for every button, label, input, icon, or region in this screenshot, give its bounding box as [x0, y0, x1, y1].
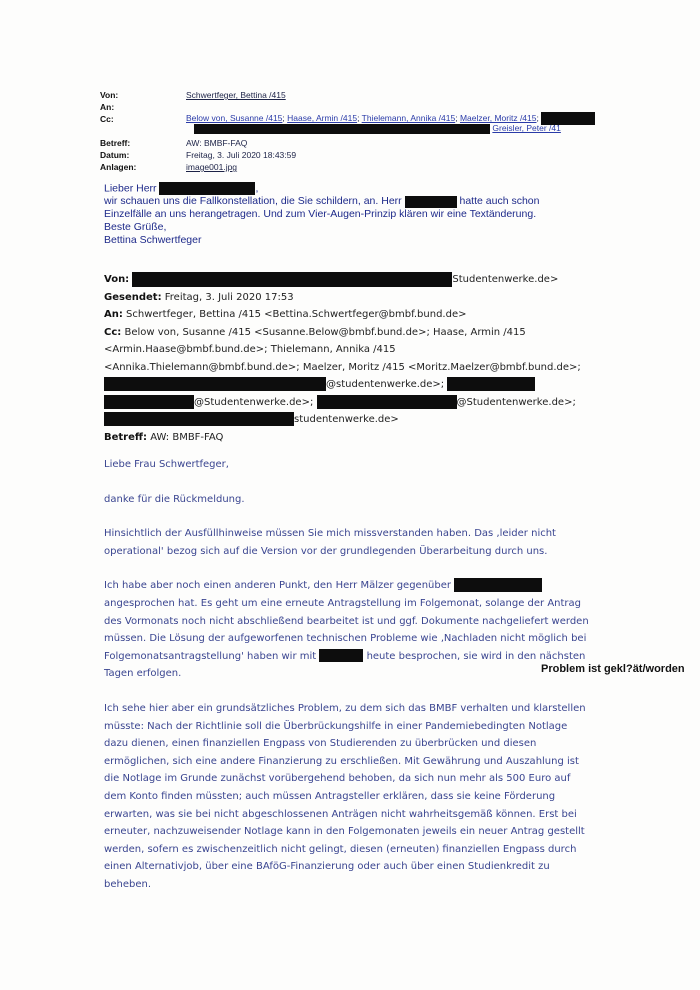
- attachment-link[interactable]: image001.jpg: [186, 162, 238, 172]
- message-body: [104, 456, 594, 893]
- cc-label: Cc:: [100, 114, 114, 124]
- from-label: Von:: [100, 90, 119, 100]
- redaction-bar: [132, 272, 452, 287]
- date-value: Freitag, 3. Juli 2020 18:43:59: [186, 150, 297, 160]
- paragraph-3: Ich sehe hier aber ein grundsätzliches Problem, zu dem sich das BMBF verhalten und klarstellen müsste: Nach der Richtlinie soll die Überbrückungshilfe in einer Pandemiebedingten Notlage dazu dienen, einen finanziellen Engpass von Studierenden zu überbrücken und diesen ermöglichen, sich eine andere Finanzierung zu erschließen. Mit Gewährung und Auszahlung ist die Notlage im Grunde zunächst vorübergehend behoben, da sich nun mehr als 500 Euro auf dem Konto finden müssten; auch müssen Antragsteller erklären, dass sie keine Förderung erwarten, was sie bei nicht abgeschlossenen Anträgen nicht wahrheitsgemäß können. Erst bei erneuter, nachzuweisender Notlage kann in den Folgemonaten jeweils ein neuer Antrag gestellt werden, sofern es zwischenzeitlich nicht gelingt, diesen (erneuten) finanziellen Engpass durch einen Alternativjob, über eine BAföG-Finanzierung oder auch über einen Studienkredit zu beheben.: [104, 702, 586, 890]
- orig-cc-line-5: @Studentenwerke.de>; @Studentenwerke.de>;: [104, 394, 604, 412]
- orig-cc-line-2: <Armin.Haase@bmbf.bund.de>; Thielemann, Annika /415: [104, 344, 396, 355]
- cc-recipient-3[interactable]: Thielemann, Annika /415: [361, 112, 456, 123]
- attachments-label: Anlagen:: [100, 162, 137, 172]
- orig-cc-line-4: @studentenwerke.de>;: [104, 376, 604, 394]
- orig-from-line: Von: Studentenwerke.de>: [104, 271, 604, 289]
- orig-cc-line-3: <Annika.Thielemann@bmbf.bund.de>; Maelzer, Moritz /415 <Moritz.Maelzer@bmbf.bund.de>;: [104, 361, 581, 373]
- cc-recipient-5[interactable]: Greisler, Peter /41: [492, 123, 561, 133]
- email-header: [100, 90, 620, 170]
- reply-greeting: Lieber Herr ,: [104, 182, 259, 195]
- orig-subject-line: Betreff: AW: BMBF-FAQ: [104, 431, 224, 443]
- redaction-bar: [104, 412, 294, 426]
- redaction-bar: [104, 377, 326, 391]
- cc-line-2: [194, 123, 561, 134]
- from-value[interactable]: Schwertfeger, Bettina /415: [186, 90, 286, 100]
- reply-closing: Beste Grüße,: [104, 221, 167, 234]
- orig-to-line: An: Schwertfeger, Bettina /415 <Bettina.Schwertfeger@bmbf.bund.de>: [104, 309, 467, 320]
- to-label: An:: [100, 102, 115, 112]
- redaction-bar: [454, 578, 542, 592]
- thanks-line: danke für die Rückmeldung.: [104, 493, 245, 505]
- date-label: Datum:: [100, 150, 130, 160]
- redaction-bar: [405, 196, 457, 208]
- subject-value: AW: BMBF-FAQ: [186, 138, 248, 148]
- cc-recipient-1[interactable]: Below von, Susanne /415: [186, 112, 283, 123]
- cc-recipient-4[interactable]: Maelzer, Moritz /415: [459, 112, 537, 123]
- redaction-bar: [447, 377, 535, 391]
- paragraph-1: Hinsichtlich der Ausfüllhinweise müssen Sie mich missverstanden haben. Das ‚leider nicht operational' bezog sich auf die Version vor der grundlegenden Überarbeitung durch uns.: [104, 528, 556, 557]
- orig-cc-line-6: studentenwerke.de>: [104, 411, 604, 429]
- orig-cc-line-1: Cc: Below von, Susanne /415 <Susanne.Below@bmbf.bund.de>; Haase, Armin /415: [104, 326, 526, 338]
- cc-recipients: Below von, Susanne /415; Haase, Armin /415; Thielemann, Annika /415; Maelzer, Moritz /415;: [186, 112, 595, 125]
- paragraph-2: Ich habe aber noch einen anderen Punkt, den Herr Mälzer gegenüber angesprochen hat. Es geht um eine erneute Antragstellung im Folgemonat, solange der Antrag des Vormonats noch nicht abschließend bearbeitet ist und ggf. Dokumente nachgeliefert werden müssen. Die Lösung der aufgeworfenen technischen Probleme wie ‚Nachladen nicht möglich bei Folgemonatsantragstellung' haben wir mit heute besprochen, sie wird in den nächsten Tagen erfolgen.: [104, 580, 589, 680]
- original-message-header: [104, 271, 604, 446]
- cc-recipient-2[interactable]: Haase, Armin /415: [287, 112, 358, 123]
- redaction-bar: [104, 395, 194, 409]
- salutation: Liebe Frau Schwertfeger,: [104, 459, 229, 470]
- redaction-bar: [194, 124, 490, 134]
- orig-sent-line: Gesendet: Freitag, 3. Juli 2020 17:53: [104, 291, 294, 303]
- reply-text: [104, 182, 584, 247]
- subject-label: Betreff:: [100, 138, 131, 148]
- reply-line-3: Einzelfälle an uns herangetragen. Und zum Vier-Augen-Prinzip klären wir eine Textänderung.: [104, 208, 537, 221]
- reply-signature: Bettina Schwertfeger: [104, 234, 202, 247]
- redaction-bar: [319, 649, 363, 662]
- redaction-bar: [317, 395, 457, 409]
- reply-line-2: wir schauen uns die Fallkonstellation, die Sie schildern, an. Herr hatte auch schon: [104, 195, 540, 208]
- handwritten-note: Problem ist gekl?ät/worden: [541, 663, 685, 675]
- redaction-bar: [159, 182, 255, 195]
